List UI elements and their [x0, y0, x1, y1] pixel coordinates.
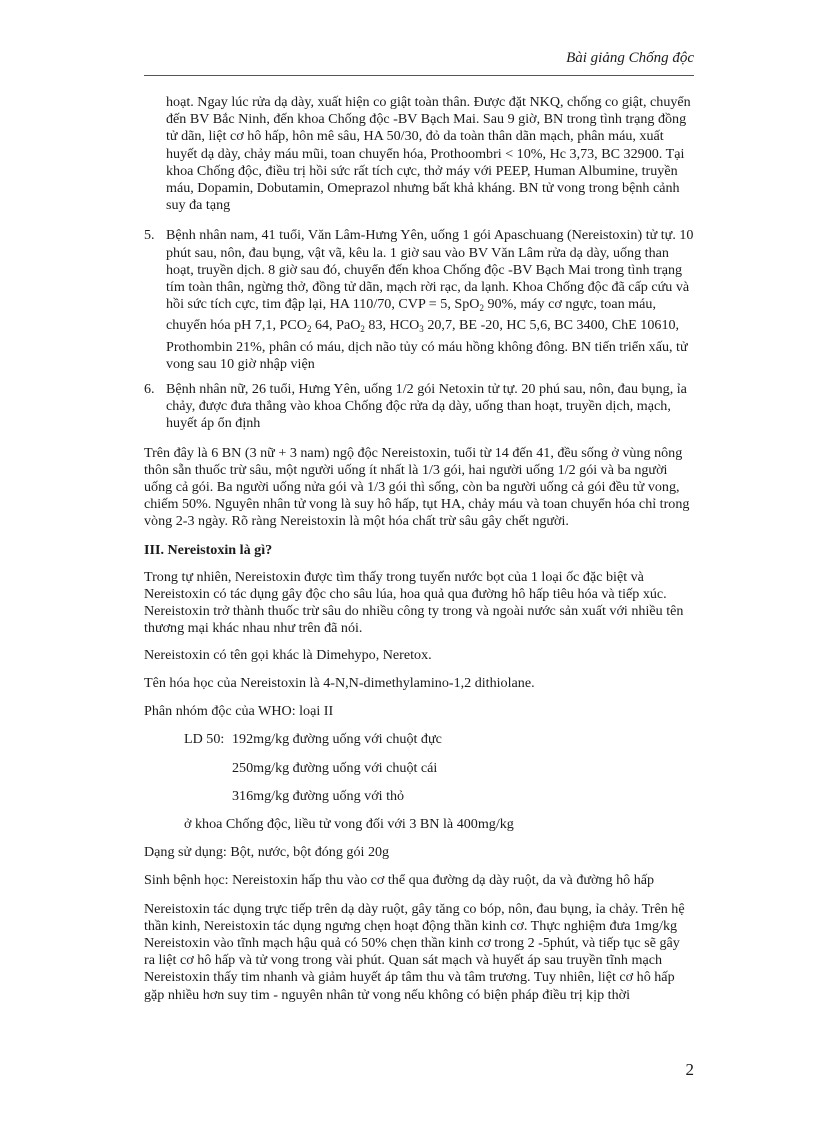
- ld50-row: 316mg/kg đường uống với thỏ: [232, 787, 405, 804]
- page-number: 2: [685, 1060, 694, 1079]
- running-header: Bài giảng Chống độc: [566, 50, 694, 66]
- ld50-row: 250mg/kg đường uống với chuột cái: [232, 759, 438, 776]
- other-names: Nereistoxin có tên gọi khác là Dimehypo, Neretox.: [144, 646, 432, 663]
- effects-paragraph: Nereistoxin tác dụng trực tiếp trên dạ dày ruột, gây tăng co bóp, nôn, đau bụng, ỉa chảy. Trên hệ thần kinh, Nereistoxin tác dụng ngưng chẹn hoạt động thần kinh cơ. Thực nghiệm đưa 1mg/kg Nereistoxin vào tĩnh mạch hậu quả có 50% chẹn thần kinh cơ trong 2 -5phút, và tiếp tục sẽ gây ra liệt cơ hô hấp và tử vong trong vài phút. Quan sát mạch và huyết áp sau truyền tĩnh mạch Nereistoxin thấy tim nhanh và giảm huyết áp tâm thu và tâm trương. Tuy nhiên, liệt cơ hô hấp gặp nhiều hơn suy tim - nguyên nhân tử vong nếu không có biện pháp điều trị kịp thời: [144, 900, 685, 1003]
- case-5-text: Bệnh nhân nam, 41 tuổi, Văn Lâm-Hưng Yên, uống 1 gói Apaschuang (Nereistoxin) tử tự. 10 phút sau, nôn, đau bụng, vật vã, kêu la. 1 giờ sau vào BV Văn Lâm rửa dạ dày, uống than hoạt, truyền dịch. 8 giờ sau đó, chuyển đến khoa Chống độc -BV Bạch Mai trong tình trạng tím toàn thân, ngừng thở, đồng tử dãn, mạch rời rạc, da lạnh. Khoa Chống độc đã cấp cứu và hồi sức tích cực, tim đập lại, HA 110/70, CVP = 5, SpO$_2$ 90%, máy cơ ngực, toan máu, chuyển hóa pH 7,1, $PCO_2$ 64, PaO$_2$ 83, $HCO_3$ 20,7, BE -20, HC 5,6, BC 3400, ChE 10610, Prothombin 21%, phân có máu, dịch não tủy có máu hồng không đông. BN tiến triển xấu, tử vong sau 10 giờ nhập viện: [166, 227, 694, 372]
- header-rule: [144, 75, 694, 76]
- lethal-dose-note: ở khoa Chống độc, liều tử vong đối với 3 BN là 400mg/kg: [184, 815, 514, 832]
- usage-form: Dạng sử dụng: Bột, nước, bột đóng gói 20g: [144, 844, 390, 861]
- pathophysiology: Sinh bệnh học: Nereistoxin hấp thu vào cơ thể qua đường dạ dày ruột, da và đường hô hấp: [144, 872, 655, 889]
- intro-paragraph: Trong tự nhiên, Nereistoxin được tìm thấy trong tuyến nước bọt của 1 loại ốc đặc biệt và Nereistoxin có tác dụng gây độc cho sâu lúa, hoa quả qua đường hô hấp tiêu hóa và tiếp xúc. Nereistoxin trở thành thuốc trừ sâu do nhiều công ty trong và ngoài nước sản xuất với nhiều tên thương mại khác nhau như trên đã nói.: [144, 568, 684, 637]
- case-6: [144, 381, 694, 433]
- case-6-number: 6.: [144, 381, 155, 398]
- case-5-number: 5.: [144, 227, 155, 244]
- ld50-row: [184, 731, 694, 748]
- page-body: [144, 94, 694, 1013]
- chemical-name: Tên hóa học của Nereistoxin là 4-N,N-dimethylamino-1,2 dithiolane.: [144, 674, 535, 691]
- ld50-value: 192mg/kg đường uống với chuột đực: [232, 731, 442, 748]
- ld50-label: LD 50:: [184, 731, 225, 748]
- who-class: Phân nhóm độc của WHO: loại II: [144, 703, 334, 720]
- summary-paragraph: Trên đây là 6 BN (3 nữ + 3 nam) ngộ độc Nereistoxin, tuổi từ 14 đến 41, đều sống ở vùng nông thôn sẵn thuốc trừ sâu, một người uống ít nhất là 1/3 gói, hai người uống 1/2 gói và ba người uống cả gói. Ba người uống nửa gói và 1/3 gói thì sống, còn ba người uống cả gói đều tử vong, chiếm 50%. Nguyên nhân tử vong là suy hô hấp, tụt HA, chảy máu và toan chuyển hóa chỉ trong vòng 2-3 ngày. Rõ ràng Nereistoxin là một hóa chất trừ sâu gây chết người.: [144, 444, 690, 530]
- section-heading: III. Nereistoxin là gì?: [144, 541, 273, 558]
- case-4-continuation: hoạt. Ngay lúc rửa dạ dày, xuất hiện co giật toàn thân. Được đặt NKQ, chống co giật, chuyển đến BV Bắc Ninh, đến khoa Chống độc -BV Bạch Mai. Sau 9 giờ, BN trong tình trạng đồng tử dãn, liệt cơ hô hấp, hôn mê sâu, HA 50/30, đỏ da toàn thân dãn mạch, phân máu, xuất huyết dạ dày, chảy máu mũi, toan chuyển hóa, Prothoombri < 10%, Hc 3,73, BC 32900. Tại khoa Chống độc, điều trị hồi sức rất tích cực, thở máy với PEEP, Human Albumine, truyền máu, Dopamin, Dobutamin, Omeprazol nhưng bất khả kháng. BN tử vong trong bệnh cảnh suy đa tạng: [166, 94, 691, 214]
- case-5: [144, 227, 694, 373]
- case-6-text: Bệnh nhân nữ, 26 tuổi, Hưng Yên, uống 1/2 gói Netoxin tử tự. 20 phú sau, nôn, đau bụng, ỉa chảy, được đưa thẳng vào khoa Chống độc rửa dạ dày, uống than hoạt, truyền dịch, mạch, huyết áp ổn định: [166, 381, 687, 432]
